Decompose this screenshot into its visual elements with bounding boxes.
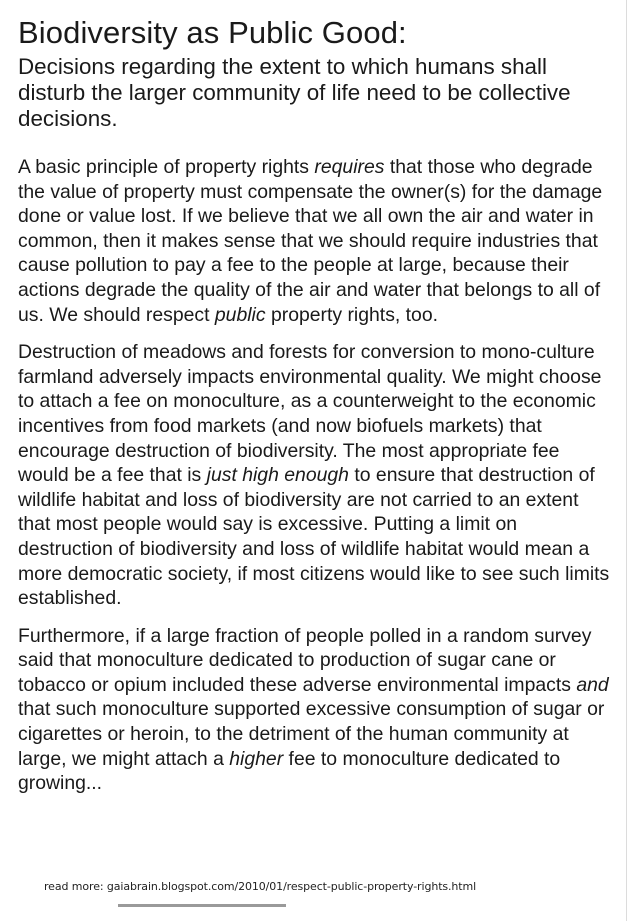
page-subtitle: Decisions regarding the extent to which humans shall disturb the larger community of life need to be collective decisions. (18, 54, 571, 131)
emphasis-and: and (576, 673, 609, 696)
page-edge-divider (626, 0, 627, 921)
scrollbar-thumb[interactable] (118, 904, 286, 907)
read-more-link[interactable]: gaiabrain.blogspot.com/2010/01/respect-public-property-rights.html (106, 880, 477, 893)
paragraph-property-rights (18, 155, 614, 327)
paragraph-text: that such monoculture supported excessive consumption of sugar or cigarettes or heroin, to the detriment of the human community at large, we might attach a (18, 698, 605, 770)
paragraph-monoculture-fee (18, 340, 614, 611)
read-more-footer (44, 880, 476, 893)
emphasis-higher: higher (229, 747, 284, 770)
paragraph-text: A basic principle of property rights (18, 156, 315, 178)
paragraph-text: Furthermore, if a large fraction of people polled in a random survey said that monoculture dedicated to production of sugar cane or tobacco or opium included these adverse environmental impacts (18, 624, 592, 696)
page-title: Biodiversity as Public Good: (18, 15, 407, 50)
read-more-label: read more: (44, 880, 107, 893)
document-page (18, 14, 614, 796)
paragraph-higher-fee (18, 624, 614, 796)
paragraph-text: fee to monoculture dedicated to growing... (18, 747, 561, 795)
emphasis-requires: requires (314, 156, 385, 178)
paragraph-text: to ensure that destruction of wildlife habitat and loss of biodiversity are not carried to an extent that most people would say is excessive. Putting a limit on destruction of biodiversity and loss of wildlife habitat would mean a more democratic society, if most citizens would like to see such limits established. (18, 464, 610, 610)
paragraph-text: Destruction of meadows and forests for conversion to mono-culture farmland adversely impacts environmental quality. We might choose to attach a fee on monoculture, as a counterweight to the economic incentives from food markets (and now biofuels markets) that encourage destruction of biodiversity. The most appropriate fee would be a fee that is (18, 341, 602, 487)
paragraph-text: that those who degrade the value of property must compensate the owner(s) for the damage done or value lost. If we believe that we all own the air and water in common, then it makes sense that we should require industries that cause pollution to pay a fee to the people at large, because their actions degrade the quality of the air and water that belongs to all of us. We should respect (18, 156, 603, 326)
emphasis-just-high-enough: just high enough (206, 464, 349, 487)
paragraph-text: property rights, too. (265, 303, 439, 326)
emphasis-public: public (214, 303, 266, 326)
